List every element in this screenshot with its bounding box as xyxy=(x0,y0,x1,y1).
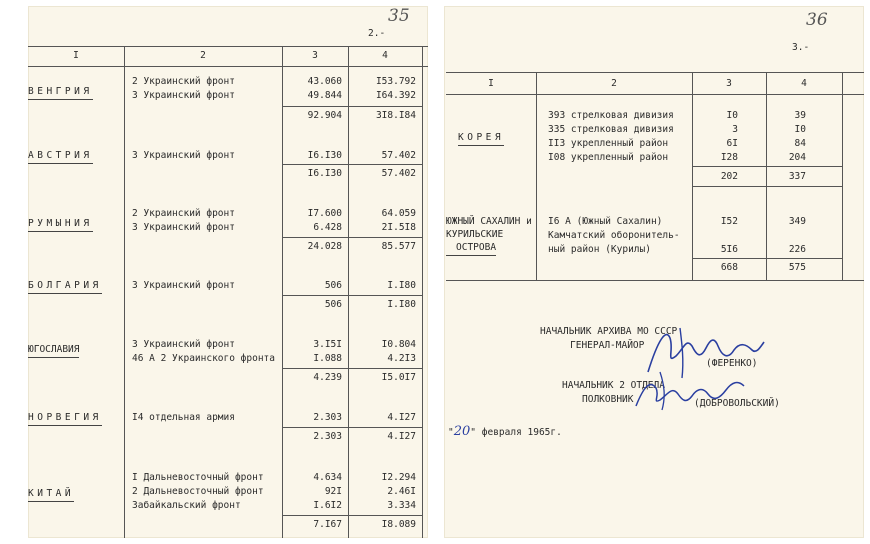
typed-page-number: 3.- xyxy=(792,42,810,53)
value-cell: I28 xyxy=(720,152,738,163)
unit-cell: 335 стрелковая дивизия xyxy=(548,124,674,135)
value-cell: I2.294 xyxy=(381,472,416,483)
value-cell: 84 xyxy=(794,138,806,149)
subtotal-rule xyxy=(282,515,422,516)
header-cell: 4 xyxy=(801,78,807,89)
unit-cell: I08 укрепленный район xyxy=(548,152,669,163)
value-cell: I.088 xyxy=(313,353,342,364)
value-cell: 2.46I xyxy=(387,486,416,497)
total-cell: I.I80 xyxy=(387,299,416,310)
value-cell: I7.600 xyxy=(307,208,342,219)
signature-rank: ГЕНЕРАЛ-МАЙОР xyxy=(570,340,645,351)
country-label: ЮЖНЫЙ САХАЛИН и xyxy=(446,216,532,227)
signature-rank: ПОЛКОВНИК xyxy=(582,394,634,405)
value-cell: I0.804 xyxy=(381,339,416,350)
unit-cell: I Дальневосточный фронт xyxy=(132,472,264,483)
total-cell: 202 xyxy=(720,171,738,182)
subtotal-rule xyxy=(282,164,422,165)
value-cell: 49.844 xyxy=(307,90,342,101)
typed-page-number: 2.- xyxy=(368,28,386,39)
country-label: БОЛГАРИЯ xyxy=(28,280,102,294)
table-bottom-rule xyxy=(446,280,864,281)
unit-cell: 3 Украинский фронт xyxy=(132,280,235,291)
total-cell: 575 xyxy=(788,262,806,273)
header-cell: 2 xyxy=(611,78,617,89)
subtotal-rule xyxy=(692,258,842,259)
header-cell: I xyxy=(73,50,79,61)
table-top-rule xyxy=(446,72,864,73)
country-label: ВЕНГРИЯ xyxy=(28,86,93,100)
total-cell: I8.089 xyxy=(381,519,416,530)
signature-title: НАЧАЛЬНИК АРХИВА МО СССР xyxy=(540,326,678,337)
table-header-rule xyxy=(28,66,428,67)
header-cell: 3 xyxy=(726,78,732,89)
value-cell: 64.059 xyxy=(381,208,416,219)
value-cell: 204 xyxy=(788,152,806,163)
total-cell: 4.239 xyxy=(313,372,342,383)
unit-cell: ный район (Курилы) xyxy=(548,244,651,255)
value-cell: I.I80 xyxy=(387,280,416,291)
unit-cell: 2 Украинский фронт xyxy=(132,208,235,219)
value-cell: 92I xyxy=(324,486,342,497)
value-cell: 2I.5I8 xyxy=(381,222,416,233)
total-cell: 668 xyxy=(720,262,738,273)
value-cell: 57.402 xyxy=(381,150,416,161)
total-cell: 506 xyxy=(324,299,342,310)
handwritten-page-number: 36 xyxy=(806,10,828,30)
value-cell: I52 xyxy=(720,216,738,227)
total-cell: I6.I30 xyxy=(307,168,342,179)
column-divider xyxy=(124,46,125,538)
unit-cell: I6 А (Южный Сахалин) xyxy=(548,216,663,227)
value-cell: I0 xyxy=(726,110,738,121)
country-label: КИТАЙ xyxy=(28,488,74,502)
subtotal-rule xyxy=(282,368,422,369)
handwritten-signature xyxy=(630,366,750,416)
value-cell: 4.2I3 xyxy=(387,353,416,364)
value-cell: 6.428 xyxy=(313,222,342,233)
value-cell: 5I6 xyxy=(720,244,738,255)
total-cell: 7.I67 xyxy=(313,519,342,530)
date-day-handwritten: 20 xyxy=(453,424,471,439)
signature-name: (ДОБРОВОЛЬСКИЙ) xyxy=(694,398,780,409)
right-document-page xyxy=(444,6,864,538)
total-cell: 337 xyxy=(788,171,806,182)
country-label: НОРВЕГИЯ xyxy=(28,412,102,426)
unit-cell: 3 Украинский фронт xyxy=(132,222,235,233)
total-cell: 57.402 xyxy=(381,168,416,179)
value-cell: 4.I27 xyxy=(387,412,416,423)
total-cell: 24.028 xyxy=(307,241,342,252)
value-cell: 3.334 xyxy=(387,500,416,511)
total-cell: 3I8.I84 xyxy=(375,110,416,121)
subtotal-rule xyxy=(282,295,422,296)
value-cell: 4.634 xyxy=(313,472,342,483)
subtotal-rule xyxy=(282,237,422,238)
unit-cell: 3 Украинский фронт xyxy=(132,339,235,350)
date-month-year: февраля 1965г. xyxy=(481,427,562,438)
value-cell: 3 xyxy=(732,124,738,135)
unit-cell: II3 укрепленный район xyxy=(548,138,669,149)
value-cell: 226 xyxy=(788,244,806,255)
total-cell: 2.303 xyxy=(313,431,342,442)
header-cell: I xyxy=(488,78,494,89)
total-cell: 4.I27 xyxy=(387,431,416,442)
signature-title: НАЧАЛЬНИК 2 ОТДЕЛА xyxy=(562,380,665,391)
value-cell: I6.I30 xyxy=(307,150,342,161)
country-label: АВСТРИЯ xyxy=(28,150,93,164)
subtotal-rule xyxy=(692,186,842,187)
column-divider xyxy=(536,72,537,280)
unit-cell: 3 Украинский фронт xyxy=(132,150,235,161)
subtotal-rule xyxy=(282,427,422,428)
unit-cell: 3 Украинский фронт xyxy=(132,90,235,101)
header-cell: 2 xyxy=(200,50,206,61)
signature-name: (ФЕРЕНКО) xyxy=(706,358,758,369)
value-cell: 39 xyxy=(794,110,806,121)
value-cell: 506 xyxy=(324,280,342,291)
column-divider xyxy=(422,46,423,538)
value-cell: 3.I5I xyxy=(313,339,342,350)
unit-cell: Забайкальский фронт xyxy=(132,500,241,511)
value-cell: 349 xyxy=(788,216,806,227)
value-cell: I0 xyxy=(794,124,806,135)
total-cell: 85.577 xyxy=(381,241,416,252)
header-cell: 3 xyxy=(312,50,318,61)
document-date: "20" февраля 1965г. xyxy=(448,424,562,439)
column-divider xyxy=(842,72,843,280)
total-cell: I5.0I7 xyxy=(381,372,416,383)
unit-cell: I4 отдельная армия xyxy=(132,412,235,423)
value-cell: I.6I2 xyxy=(313,500,342,511)
value-cell: I64.392 xyxy=(375,90,416,101)
value-cell: 2.303 xyxy=(313,412,342,423)
subtotal-rule xyxy=(692,166,842,167)
country-label: КОРЕЯ xyxy=(458,132,504,146)
unit-cell: 2 Украинский фронт xyxy=(132,76,235,87)
table-header-rule xyxy=(446,94,864,95)
subtotal-rule xyxy=(282,106,422,107)
unit-cell: 46 А 2 Украинского фронта xyxy=(132,353,275,364)
country-label: ОСТРОВА xyxy=(446,242,496,256)
unit-cell: 2 Дальневосточный фронт xyxy=(132,486,264,497)
country-label: КУРИЛЬСКИЕ xyxy=(446,229,504,240)
left-document-page xyxy=(28,6,428,538)
header-cell: 4 xyxy=(382,50,388,61)
unit-cell: 393 стрелковая дивизия xyxy=(548,110,674,121)
value-cell: 6I xyxy=(726,138,738,149)
value-cell: I53.792 xyxy=(375,76,416,87)
unit-cell: Камчатский оборонитель- xyxy=(548,230,680,241)
total-cell: 92.904 xyxy=(307,110,342,121)
value-cell: 43.060 xyxy=(307,76,342,87)
country-label: РУМЫНИЯ xyxy=(28,218,93,232)
country-label: ЮГОСЛАВИЯ xyxy=(28,344,79,358)
handwritten-page-number: 35 xyxy=(388,6,410,26)
table-top-rule xyxy=(28,46,428,47)
